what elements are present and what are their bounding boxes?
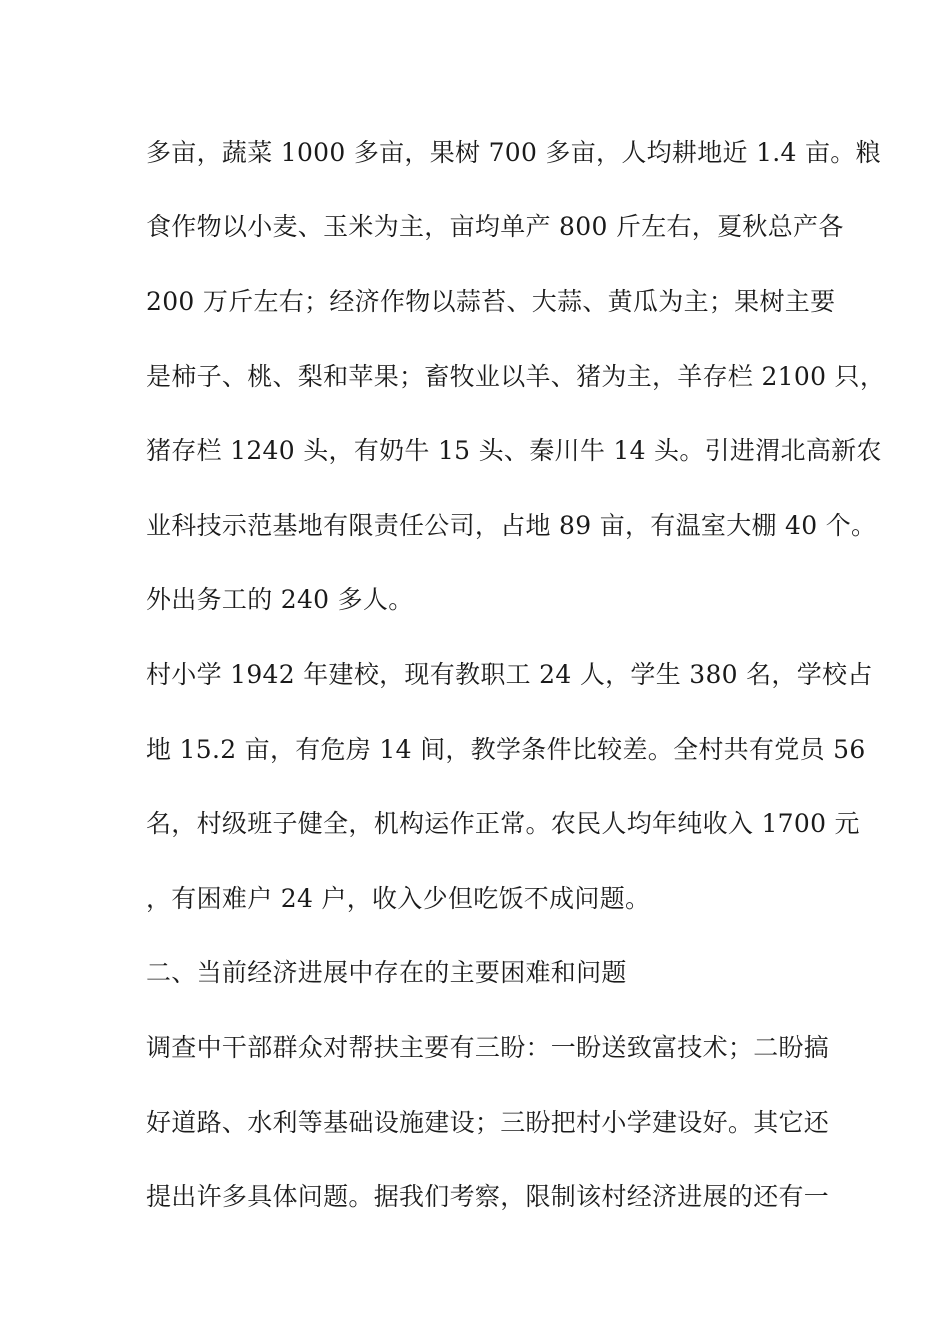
text-line-4: 是柿子、桃、梨和苹果；畜牧业以羊、猪为主，羊存栏 2100 只， (146, 362, 886, 391)
text-line-15: 提出许多具体问题。据我们考察，限制该村经济进展的还有一 (146, 1182, 830, 1211)
text-line-8: 村小学 1942 年建校，现有教职工 24 人，学生 380 名，学校占 (146, 660, 873, 689)
text-line-11: ，有困难户 24 户，收入少但吃饭不成问题。 (146, 884, 651, 913)
text-line-13: 调查中干部群众对帮扶主要有三盼：一盼送致富技术；二盼搞 (146, 1033, 830, 1062)
text-line-14: 好道路、水利等基础设施建设；三盼把村小学建设好。其它还 (146, 1108, 830, 1137)
section-heading: 二、当前经济进展中存在的主要困难和问题 (146, 958, 627, 987)
text-line-10: 名，村级班子健全，机构运作正常。农民人均年纯收入 1700 元 (146, 809, 860, 838)
text-line-6: 业科技示范基地有限责任公司，占地 89 亩，有温室大棚 40 个。 (146, 511, 877, 540)
text-line-3: 200 万斤左右；经济作物以蒜苔、大蒜、黄瓜为主；果树主要 (146, 287, 836, 316)
text-line-1: 多亩，蔬菜 1000 多亩，果树 700 多亩，人均耕地近 1.4 亩。粮 (146, 138, 881, 167)
text-line-2: 食作物以小麦、玉米为主，亩均单产 800 斤左右，夏秋总产各 (146, 212, 844, 241)
text-line-9: 地 15.2 亩，有危房 14 间，教学条件比较差。全村共有党员 56 (146, 735, 866, 764)
text-line-7: 外出务工的 240 多人。 (146, 585, 414, 614)
text-line-5: 猪存栏 1240 头，有奶牛 15 头、秦川牛 14 头。引进渭北高新农 (146, 436, 882, 465)
